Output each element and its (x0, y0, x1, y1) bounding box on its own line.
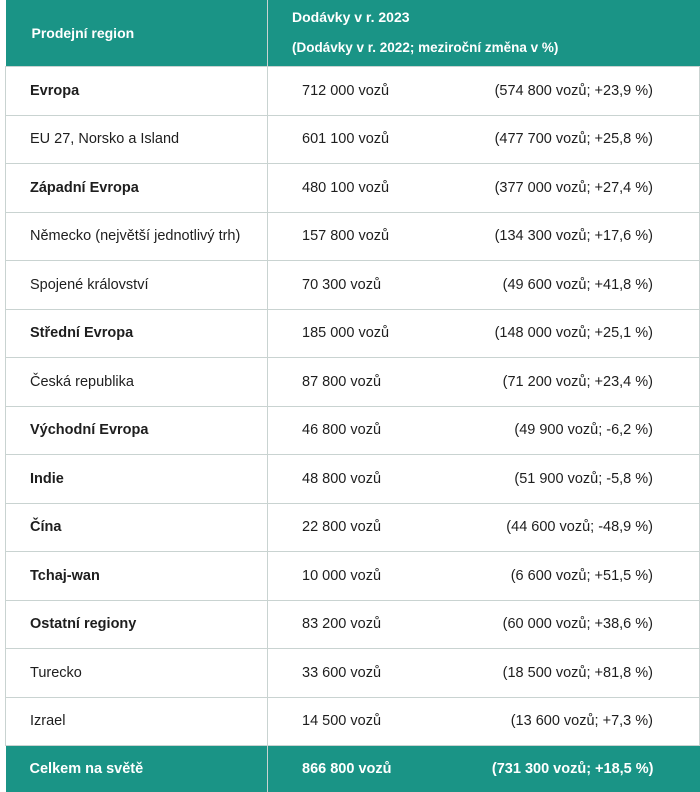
deliveries-2023: 83 200 vozů (302, 616, 381, 632)
deliveries-header-title: Dodávky v r. 2023 (292, 7, 700, 27)
deliveries-cell (268, 67, 700, 116)
deliveries-2023: 48 800 vozů (302, 471, 381, 487)
deliveries-cell (268, 212, 700, 261)
deliveries-cell (268, 115, 700, 164)
region-cell: Česká republika (6, 358, 268, 407)
region-cell: Evropa (6, 67, 268, 116)
deliveries-cell (268, 164, 700, 213)
deliveries-2022-change: (6 600 vozů; +51,5 %) (511, 568, 653, 584)
total-region: Celkem na světě (6, 746, 268, 792)
deliveries-header-subtitle: (Dodávky v r. 2022; meziroční změna v %) (292, 39, 700, 57)
table-footer (6, 746, 700, 792)
total-current: 866 800 vozů (302, 761, 391, 777)
deliveries-cell (268, 358, 700, 407)
table-row (6, 503, 700, 552)
deliveries-2023: 601 100 vozů (302, 131, 389, 147)
header-row (6, 0, 700, 67)
deliveries-cell (268, 406, 700, 455)
deliveries-2023: 22 800 vozů (302, 519, 381, 535)
deliveries-cell (268, 309, 700, 358)
deliveries-cell (268, 455, 700, 504)
deliveries-2023: 46 800 vozů (302, 422, 381, 438)
region-cell: Ostatní regiony (6, 600, 268, 649)
deliveries-2022-change: (51 900 vozů; -5,8 %) (514, 471, 653, 487)
deliveries-cell (268, 697, 700, 746)
table-row (6, 67, 700, 116)
deliveries-2022-change: (477 700 vozů; +25,8 %) (495, 131, 653, 147)
table-row (6, 649, 700, 698)
deliveries-cell (268, 261, 700, 310)
deliveries-2023: 33 600 vozů (302, 665, 381, 681)
region-cell: Střední Evropa (6, 309, 268, 358)
region-cell: Východní Evropa (6, 406, 268, 455)
deliveries-cell (268, 649, 700, 698)
deliveries-cell (268, 503, 700, 552)
total-previous: (731 300 vozů; +18,5 %) (492, 761, 654, 777)
table-row (6, 212, 700, 261)
deliveries-2023: 480 100 vozů (302, 180, 389, 196)
region-cell: Tchaj-wan (6, 552, 268, 601)
region-cell: Turecko (6, 649, 268, 698)
deliveries-2022-change: (44 600 vozů; -48,9 %) (506, 519, 653, 535)
region-cell: Spojené království (6, 261, 268, 310)
table-row (6, 261, 700, 310)
deliveries-2022-change: (13 600 vozů; +7,3 %) (511, 713, 653, 729)
table-row (6, 406, 700, 455)
deliveries-2023: 157 800 vozů (302, 228, 389, 244)
deliveries-2022-change: (49 600 vozů; +41,8 %) (503, 277, 653, 293)
table-body (6, 67, 700, 746)
region-column-header: Prodejní region (6, 0, 268, 67)
deliveries-2023: 10 000 vozů (302, 568, 381, 584)
deliveries-2022-change: (60 000 vozů; +38,6 %) (503, 616, 653, 632)
region-cell: EU 27, Norsko a Island (6, 115, 268, 164)
deliveries-2023: 14 500 vozů (302, 713, 381, 729)
deliveries-2022-change: (148 000 vozů; +25,1 %) (495, 325, 653, 341)
table-row (6, 455, 700, 504)
deliveries-2022-change: (377 000 vozů; +27,4 %) (495, 180, 653, 196)
deliveries-2022-change: (18 500 vozů; +81,8 %) (503, 665, 653, 681)
deliveries-2023: 87 800 vozů (302, 374, 381, 390)
region-cell: Západní Evropa (6, 164, 268, 213)
total-row (6, 746, 700, 792)
deliveries-2022-change: (49 900 vozů; -6,2 %) (514, 422, 653, 438)
region-cell: Čína (6, 503, 268, 552)
region-cell: Izrael (6, 697, 268, 746)
deliveries-cell (268, 552, 700, 601)
table-row (6, 358, 700, 407)
table-row (6, 164, 700, 213)
deliveries-2022-change: (71 200 vozů; +23,4 %) (503, 374, 653, 390)
deliveries-table (5, 0, 700, 792)
table-row (6, 552, 700, 601)
table-row (6, 600, 700, 649)
deliveries-cell (268, 600, 700, 649)
region-cell: Indie (6, 455, 268, 504)
deliveries-2022-change: (134 300 vozů; +17,6 %) (495, 228, 653, 244)
deliveries-2023: 70 300 vozů (302, 277, 381, 293)
table-header (6, 0, 700, 67)
deliveries-column-header (268, 0, 700, 67)
table-row (6, 309, 700, 358)
region-cell: Německo (největší jednotlivý trh) (6, 212, 268, 261)
table-row (6, 115, 700, 164)
total-values (268, 746, 700, 792)
deliveries-2023: 712 000 vozů (302, 83, 389, 99)
deliveries-2023: 185 000 vozů (302, 325, 389, 341)
table-row (6, 697, 700, 746)
deliveries-2022-change: (574 800 vozů; +23,9 %) (495, 83, 653, 99)
